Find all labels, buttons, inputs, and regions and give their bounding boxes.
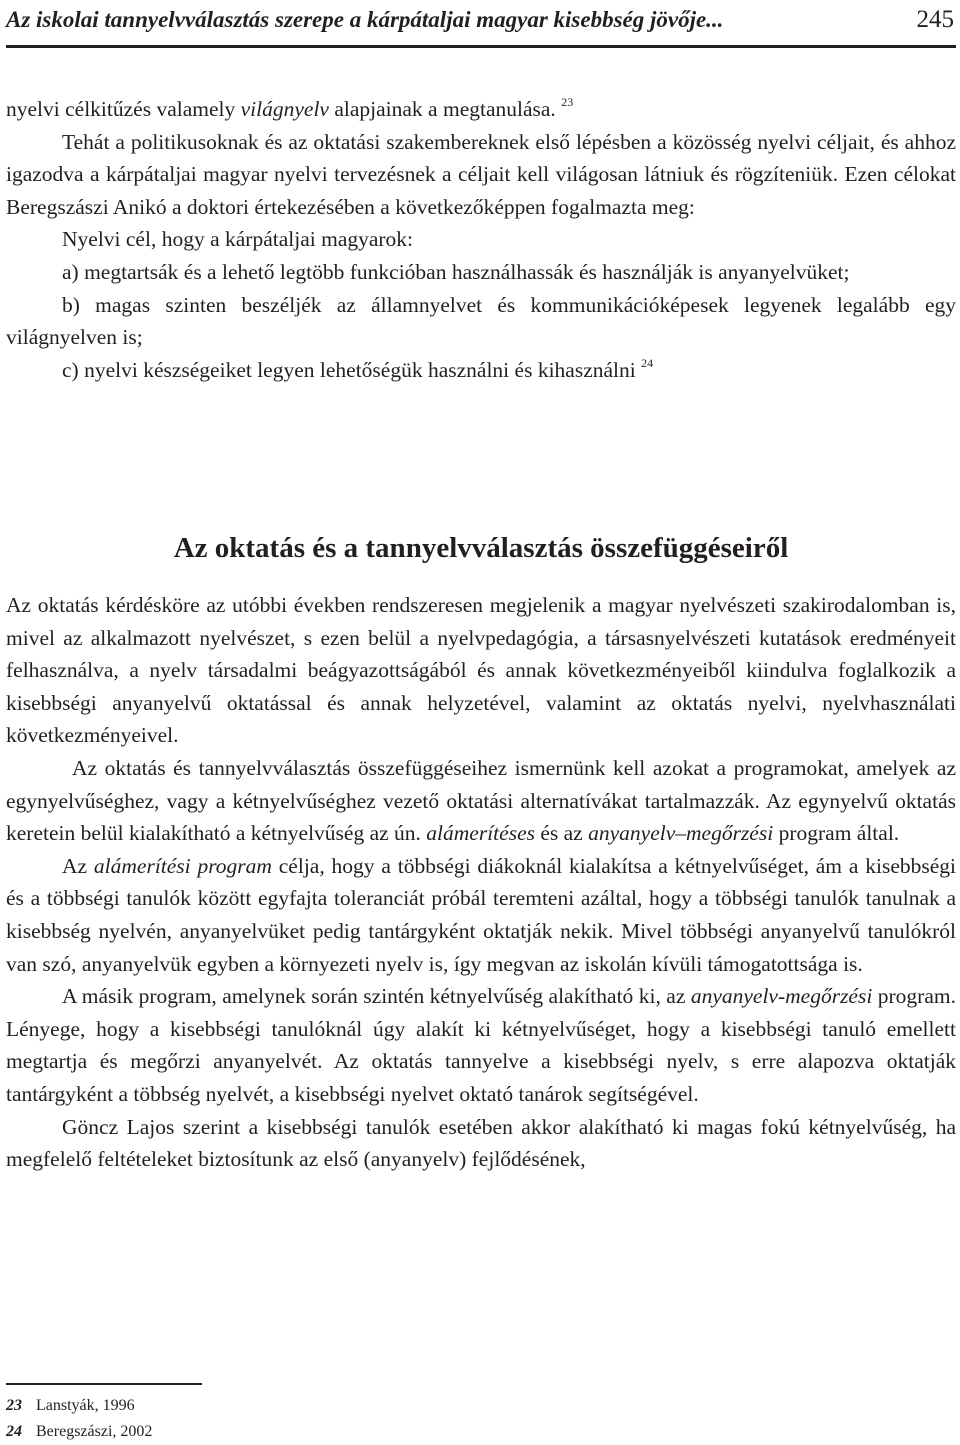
footnote-ref[interactable]: 24 bbox=[641, 355, 654, 370]
document-page bbox=[6, 0, 956, 1445]
footnote-number: 24 bbox=[6, 1423, 22, 1440]
text-run: és az bbox=[534, 821, 589, 846]
list-item-b: b) magas szinten beszéljék az államnyelvet és kommunikációképesek legyenek legalább egy világnyelven is; bbox=[6, 292, 956, 350]
paragraph bbox=[6, 980, 956, 1110]
paragraph bbox=[6, 850, 956, 980]
footnote-number: 23 bbox=[6, 1397, 22, 1414]
footnote-rule bbox=[6, 1383, 202, 1385]
list-intro: Nyelvi cél, hogy a kárpátaljai magyarok: bbox=[62, 227, 414, 252]
footnote-text: Beregszászi, 2002 bbox=[36, 1423, 153, 1440]
text-run: nyelvi célkitűzés valamely bbox=[6, 97, 241, 121]
italic-term: alámerítéses bbox=[426, 821, 535, 846]
footnote bbox=[6, 1419, 152, 1445]
italic-term: anyanyelv–megőrzési bbox=[588, 821, 774, 846]
text-run: célja, hogy a többségi diákoknál kialakítsa a kétnyelvűséget, ám a kisebbségi és a többségi tanulók között egyfajta toleranciát próbál teremteni azáltal, hogy a többségi tanulók tanulnak a kisebbség nyelvén, anyanyelvüket pedig tantárgyként oktatják nekik. Mivel többségi anyanyelvű tanulókról van szó, anyanyelvük egyben a környezeti nyelv is, így megvan az iskolán kívüli támogatottsága is. bbox=[6, 853, 956, 976]
footnotes bbox=[6, 1393, 152, 1445]
italic-term: világnyelv bbox=[240, 97, 329, 121]
footnote bbox=[6, 1393, 152, 1419]
text-run: Az oktatás és tannyelvválasztás összefüggéseihez ismernünk kell azokat a programokat, amelyek az egynyelvűséghez, vagy a kétnyelvűséghez vezető oktatási alternatívákat tartalmazzák. Az egynyelvű oktatás keretein belül kialakítható a kétnyelvűség az ún. bbox=[6, 755, 956, 846]
running-title: Az iskolai tannyelvválasztás szerepe a kárpátaljai magyar kisebbség jövője... bbox=[6, 7, 724, 32]
page-number: 245 bbox=[916, 6, 954, 33]
text-run: alapjainak a megtanulása. bbox=[328, 97, 556, 121]
footnote-ref[interactable]: 23 bbox=[561, 95, 574, 109]
italic-term: anyanyelv-megőrzési bbox=[690, 984, 873, 1009]
paragraph: Göncz Lajos szerint a kisebbségi tanulók esetében akkor alakítható ki magas fokú kétnyelvűség, ha megfelelő feltételeket biztosítunk az első (anyanyelv) fejlődésének, bbox=[6, 1114, 956, 1172]
paragraph bbox=[6, 752, 956, 850]
section-heading: Az oktatás és a tannyelvválasztás összefüggéseiről bbox=[173, 532, 789, 564]
list-item-a: a) megtartsák és a lehető legtöbb funkcióban használhassák és használják is anyanyelvüket; bbox=[62, 259, 850, 284]
paragraph bbox=[6, 93, 956, 126]
paragraph: Tehát a politikusoknak és az oktatási szakembereknek első lépésben a közösség nyelvi céljait, és ahhoz igazodva a kárpátaljai magyar nyelvi tervezésnek a céljait kell világosan látniuk és rögzíteniük. Ezen célokat Beregszászi Anikó a doktori értekezésében a következőképpen fogalmazta meg: bbox=[6, 129, 956, 219]
header-rule bbox=[6, 45, 956, 48]
intro-text bbox=[6, 93, 956, 386]
text-run: Az bbox=[62, 853, 94, 878]
text-run: A másik program, amelynek során szintén kétnyelvűség alakítható ki, az bbox=[62, 984, 691, 1009]
footnote-text: Lanstyák, 1996 bbox=[36, 1397, 135, 1414]
text-run: program. Lényege, hogy a kisebbségi tanulóknál úgy alakít ki kétnyelvűséget, hogy a kisebbségi tanuló emellett megtartja és megőrzi anyanyelvét. Az oktatás tannyelve a kisebbségi nyelv, s erre alapozva oktatják tantárgyként a többség nyelvét, a kisebbségi nyelvet oktató tanárok segítségével. bbox=[6, 984, 956, 1106]
list-item-c bbox=[6, 354, 956, 387]
text-run: program által. bbox=[773, 821, 900, 846]
text-run: c) nyelvi készségeiket legyen lehetőségük használni és kihasználni bbox=[62, 357, 636, 382]
running-header bbox=[6, 4, 956, 44]
section-body bbox=[6, 589, 956, 1176]
paragraph: Az oktatás kérdésköre az utóbbi években rendszeresen megjelenik a magyar nyelvészeti szakirodalomban is, mivel az alkalmazott nyelvészet, s ezen belül a nyelvpedagógia, a társasnyelvészeti kutatások eredményeit felhasználva, a nyelv társadalmi beágyazottságából és annak következményeiből kiindulva foglalkozik a kisebbségi anyanyelvű oktatással és annak helyzetével, valamint az oktatás nyelvi, nyelvhasználati következményeivel. bbox=[6, 593, 956, 748]
italic-term: alámerítési program bbox=[93, 853, 272, 878]
